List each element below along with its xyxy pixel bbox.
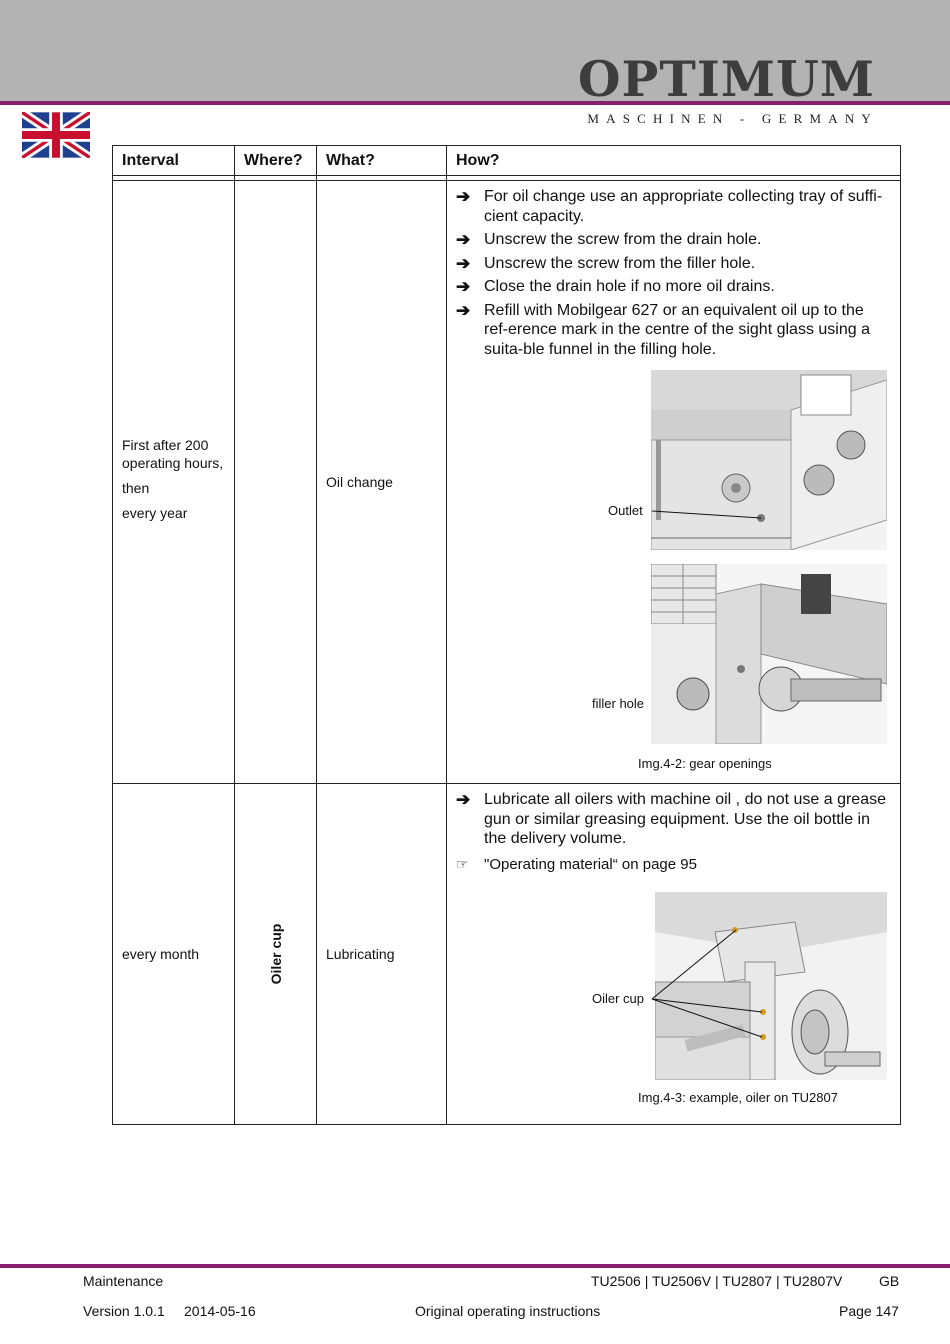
table-header-row bbox=[113, 146, 901, 176]
how-cell bbox=[447, 181, 901, 784]
what-cell: Oil change bbox=[317, 181, 447, 784]
arrow-right-icon: ➔ bbox=[456, 790, 471, 809]
brand-logo: OPTIMUM bbox=[577, 50, 875, 108]
footer-language: GB bbox=[879, 1273, 900, 1289]
pointing-hand-icon: ☞ bbox=[456, 855, 469, 872]
footer-date: 2014-05-16 bbox=[184, 1303, 256, 1319]
footer-version: Version 1.0.1 bbox=[83, 1303, 165, 1319]
footer-doc-type: Original operating instructions bbox=[415, 1303, 601, 1319]
oiler-cup-callout: Oiler cup bbox=[592, 990, 645, 1006]
uk-flag-icon bbox=[22, 112, 90, 158]
instruction-step: ➔ Unscrew the screw from the filler hole. bbox=[456, 253, 756, 273]
footer-page-number: Page 147 bbox=[839, 1303, 899, 1319]
interval-text: First after 200 operating hours, bbox=[122, 436, 224, 471]
table-row bbox=[113, 181, 901, 784]
header-what: What? bbox=[317, 146, 447, 176]
footer-models: TU2506 | TU2506V | TU2807 | TU2807V bbox=[591, 1273, 843, 1289]
how-cell bbox=[447, 784, 901, 1125]
oiler-leader-lines bbox=[456, 874, 896, 1124]
instruction-step: ➔ For oil change use an appropriate collecting tray of suffi-cient capacity. bbox=[456, 187, 883, 225]
oiler-figure bbox=[456, 874, 892, 1124]
footer-accent-line bbox=[0, 1264, 950, 1268]
instruction-step: ➔ Lubricate all oilers with machine oil , do not use a grease gun or similar greasing equipment. Use the oil bottle in the delivery volume. bbox=[456, 790, 886, 847]
where-cell bbox=[235, 181, 317, 784]
figure-caption: Img.4-2: gear openings bbox=[638, 756, 772, 771]
filler-hole-image bbox=[651, 564, 887, 744]
arrow-right-icon: ➔ bbox=[456, 300, 471, 320]
where-cell bbox=[235, 784, 317, 1125]
instruction-step: ➔ Unscrew the screw from the drain hole. bbox=[456, 230, 762, 249]
interval-cell bbox=[113, 181, 235, 784]
brand-subtitle: MASCHINEN - GERMANY bbox=[587, 111, 878, 126]
where-label-vertical: Oiler cup bbox=[267, 923, 284, 985]
arrow-right-icon: ➔ bbox=[456, 253, 471, 273]
maintenance-table bbox=[112, 145, 901, 1125]
footer-section: Maintenance bbox=[83, 1273, 164, 1289]
filler-hole-callout: filler hole bbox=[592, 696, 645, 711]
header-how: How? bbox=[447, 146, 901, 176]
table-row bbox=[113, 784, 901, 1125]
cross-reference: ☞ "Operating material“ on page 95 bbox=[456, 855, 697, 873]
what-cell: Lubricating bbox=[317, 784, 447, 1125]
arrow-right-icon: ➔ bbox=[456, 187, 471, 206]
header-interval: Interval bbox=[113, 146, 235, 176]
interval-text: every year bbox=[122, 504, 188, 521]
outlet-callout: Outlet bbox=[608, 503, 643, 518]
interval-text: then bbox=[122, 479, 150, 496]
gear-openings-figure bbox=[456, 363, 892, 783]
instruction-step: ➔ Close the drain hole if no more oil drains. bbox=[456, 277, 775, 296]
header-where: Where? bbox=[235, 146, 317, 176]
arrow-right-icon: ➔ bbox=[456, 230, 471, 249]
figure-caption: Img.4-3: example, oiler on TU2807 bbox=[638, 1089, 838, 1105]
arrow-right-icon: ➔ bbox=[456, 277, 471, 296]
instruction-step: ➔ Refill with Mobilgear 627 or an equivalent oil up to the ref-erence mark in the centre of the sight glass using a suita-ble funnel in the filling hole. bbox=[456, 300, 870, 358]
interval-cell: every month bbox=[113, 784, 235, 1125]
